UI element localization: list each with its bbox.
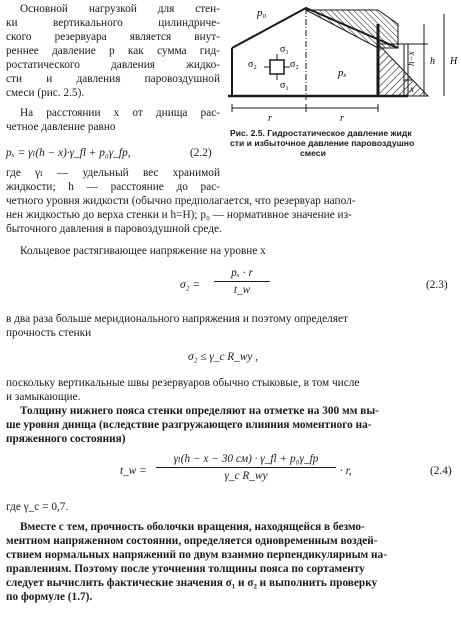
label-px: pₓ (338, 67, 347, 79)
text-line: правлениям. Поэтому после уточнения толщины пояса по сортаменту (6, 563, 365, 575)
gamma-c-line: где γ_c = 0,7. (6, 501, 69, 513)
formula-2-2: pₓ = γₗ(h − x)·γ_fl + p₀γ_fp, (6, 147, 131, 159)
formula-inequality: σ₂ ≤ γ_c R_wy , (188, 351, 259, 363)
text-line: смеси (рис. 2.5). (6, 87, 85, 99)
text-line: и замыкающие. (6, 391, 81, 403)
text-line: ше уровня днища (вследствие разгружающего влияния моментного на- (6, 419, 372, 431)
label-sigma2-right: σ₂ (290, 59, 299, 70)
formula-2-2-number: (2.2) (190, 147, 212, 159)
label-r-left: r (268, 113, 272, 124)
formula-2-4-number: (2.4) (430, 465, 452, 477)
text-line: пряженного состояния) (6, 433, 126, 445)
text-line: поскольку вертикальные швы резервуаров обычно стыковые, в том числе (6, 377, 360, 389)
label-r-right: r (340, 113, 344, 124)
formula-2-4-numerator: γₗ(h − x − 30 см) · γ_fl + p₀γ_fp (173, 453, 319, 465)
text-line: реннее давление p как сумма гид- (6, 45, 220, 57)
label-h-minus-x: h−x (406, 51, 416, 66)
caption-line: смеси (300, 148, 326, 158)
text-line: быточного давления в паровоздушной среде. (6, 223, 222, 235)
tank-pressure-figure (228, 4, 461, 124)
text-line: Толщину нижнего пояса стенки определяют на отметке на 300 мм вы- (20, 405, 379, 417)
text-line: четное давление равно (6, 121, 116, 133)
formula-2-4-denominator: γ_c R_wy (224, 470, 268, 483)
label-p0: p₀ (257, 7, 267, 19)
text-line: прочность стенки (6, 327, 92, 339)
text-line: где γₗ — удельный вес хранимой (6, 167, 220, 179)
text-line: в два раза больше меридионального напряжения и поэтому определяет (6, 313, 348, 325)
ring-stress-line: Кольцевое растягивающее напряжение на уровне x (20, 245, 266, 257)
formula-2-3-denominator: t_w (233, 284, 251, 297)
label-x: x (410, 84, 414, 94)
text-line: ментном напряженном состоянии, определяется одновременным воздей- (6, 535, 378, 547)
text-line: Основной нагрузкой для стен- (20, 3, 220, 15)
text-line: ского резервуара является внут- (6, 31, 220, 43)
text-line: следует вычислить фактические значения σ₁ и σ₂ и выполнить проверку (6, 577, 378, 589)
formula-2-4-fraction (156, 452, 336, 483)
label-sigma2-left: σ₂ (248, 59, 257, 70)
text-line: На расстоянии x от днища рас- (20, 107, 220, 119)
text-line: сти и давления паровоздушной (6, 73, 220, 85)
label-sigma1-top: σ₁ (280, 44, 289, 55)
label-sigma1-bottom: σ₁ (280, 80, 289, 91)
text-line: ствием нормальных напряжений по двум взаимно перпендикулярным на- (6, 549, 387, 561)
formula-2-3-fraction (214, 266, 270, 297)
text-line: четного уровня жидкости (обычно предполагается, что резервуар напол- (6, 195, 356, 207)
caption-line: сти и избыточное давление паровоздушно (230, 138, 415, 148)
text-line: по формуле (1.7). (6, 591, 93, 603)
formula-2-4-rhs: · r, (340, 465, 352, 477)
text-line: Вместе с тем, прочность оболочки вращения, находящейся в безмо- (20, 521, 365, 533)
text-line: нен жидкостью до верха стенки и h=H); p₀ — нормативное значение из- (6, 209, 352, 221)
label-H: H (450, 56, 458, 67)
text-line: ростатического давления жидко- (6, 59, 220, 71)
label-h: h (430, 56, 435, 67)
figure-caption (230, 128, 414, 158)
formula-2-3-numerator: pₓ · r (231, 267, 253, 279)
formula-2-3-number: (2.3) (426, 279, 448, 291)
formula-2-4-lhs: t_w = (120, 465, 147, 477)
formula-2-3-lhs: σ₂ = (180, 279, 200, 291)
text-line: ки вертикального цилиндриче- (6, 17, 220, 29)
text-line: жидкости; h — расстояние до рас- (6, 181, 220, 193)
caption-line: Рис. 2.5. Гидростатическое давление жидк (230, 128, 412, 138)
